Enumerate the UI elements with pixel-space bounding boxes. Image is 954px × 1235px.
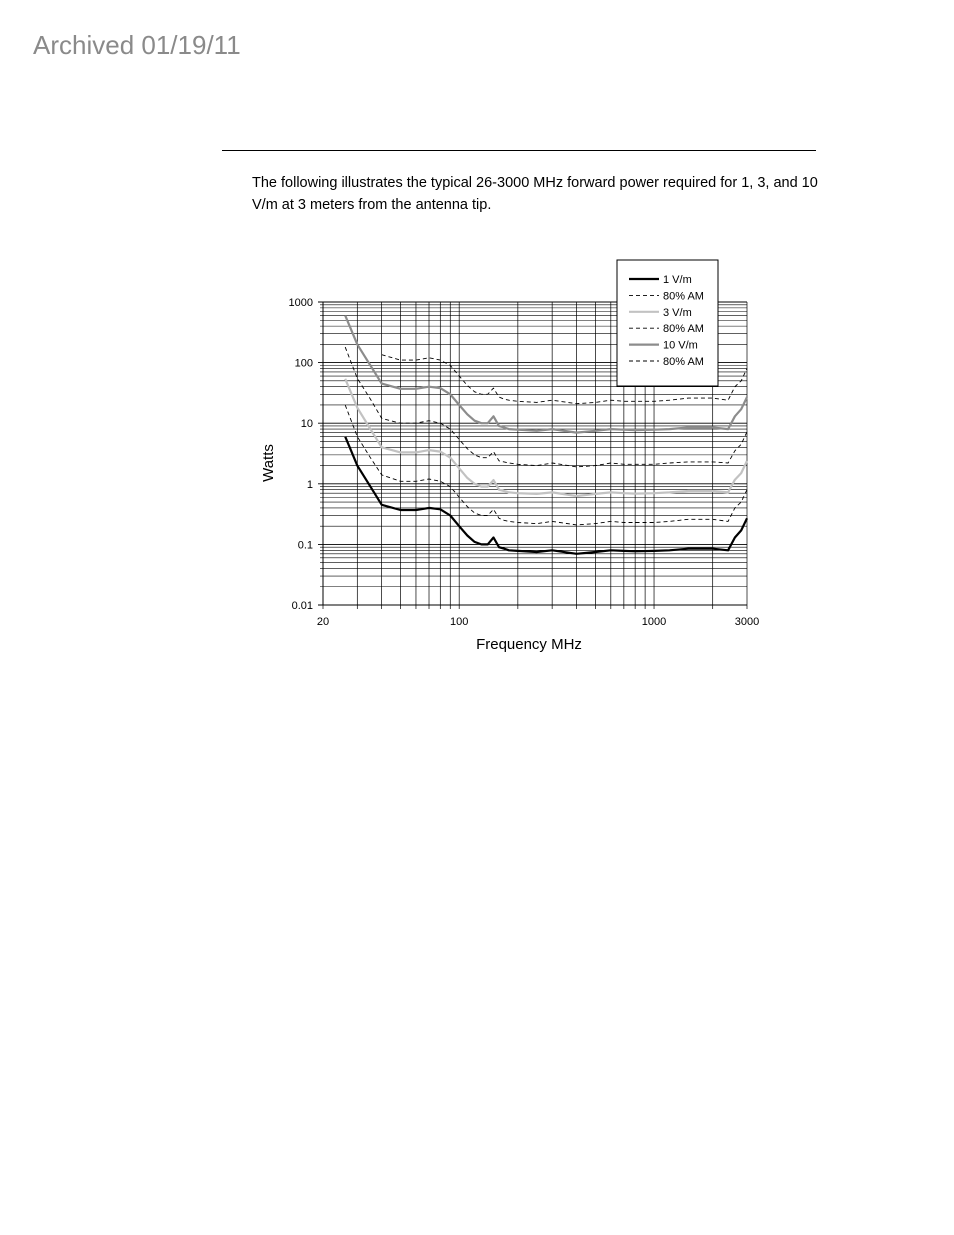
legend-label: 1 V/m: [663, 274, 692, 286]
x-axis-label: Frequency MHz: [476, 636, 582, 653]
legend-label: 80% AM: [663, 290, 704, 303]
power-chart: [250, 250, 770, 670]
legend-label: 80% AM: [663, 323, 704, 336]
legend-label: 10 V/m: [663, 339, 698, 352]
chart-legend: [617, 260, 718, 386]
y-tick-label: 10: [300, 418, 313, 431]
x-tick-label: 100: [450, 616, 469, 628]
x-tick-label: 3000: [734, 616, 760, 628]
y-axis-label: Watts: [260, 444, 277, 482]
intro-paragraph: The following illustrates the typical 26-3000 MHz forward power required for 1, 3, and 10 V/m at 3 meters from the antenna tip.: [252, 175, 818, 213]
y-tick-label: 1000: [288, 297, 313, 309]
x-tick-label: 1000: [641, 616, 667, 628]
legend-label: 80% AM: [663, 356, 704, 368]
header-rule: [222, 150, 816, 151]
series-line-0: [345, 437, 747, 554]
archived-watermark: Archived 01/19/11: [33, 30, 241, 60]
series-line-2: [345, 379, 747, 496]
y-tick-label: 0.1: [297, 539, 313, 552]
x-tick-label: 20: [316, 616, 330, 628]
legend-label: 3 V/m: [663, 306, 692, 319]
y-tick-label: 0.01: [291, 600, 313, 612]
y-tick-label: 1: [306, 478, 313, 491]
y-tick-label: 100: [294, 357, 313, 370]
